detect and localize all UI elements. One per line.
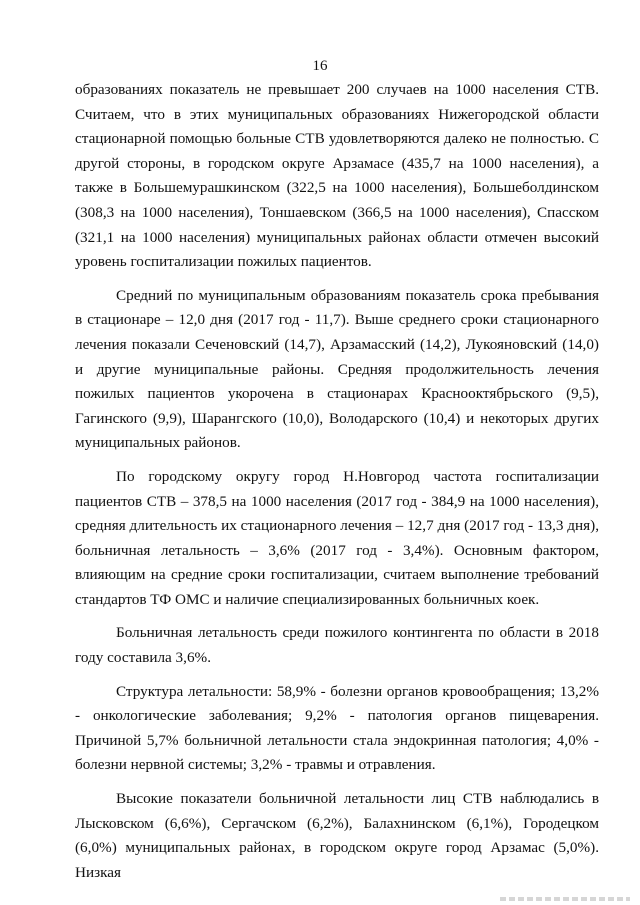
paragraph-nizhny-novgorod: По городскому округу город Н.Новгород частота госпитализации пациентов СТВ – 378,5 на 1000 населения (2017 год - 384,9 на 1000 населения), средняя длительность их стационарного лечения – 12,7 дня (2017 год - 13,3 дня), больничная летальность – 3,6% (2017 год - 3,4%). Основным фактором, влияющим на средние сроки госпитализации, считаем выполнение требований стандартов ТФ ОМС и наличие специализированных больничных коек. <box>75 467 599 608</box>
paragraph-mortality-structure: Структура летальности: 58,9% - болезни органов кровообращения; 13,2% - онкологические заболевания; 9,2% - патология органов пищеварения. Причиной 5,7% больничной летальности стала эндокринная патология; 4,0% - болезни нервной системы; 3,2% - травмы и отравления. <box>75 682 599 774</box>
scan-footer-mark <box>500 897 630 901</box>
paragraph-length-of-stay: Средний по муниципальным образованиям показатель срока пребывания в стационаре – 12,0 дня (2017 год - 11,7). Выше среднего сроки стационарного лечения показали Сеченовский (14,7), Арзамасский (14,2), Лукояновский (14,0) и другие муниципальные районы. Средняя продолжительность лечения пожилых пациентов укорочена в стационарах Краснооктябрьского (9,5), Гагинского (9,9), Шарангского (10,0), Володарского (10,4) и некоторых других муниципальных районов. <box>75 286 599 452</box>
page-number: 16 <box>312 58 328 74</box>
paragraph-mortality-total: Больничная летальность среди пожилого контингента по области в 2018 году составила 3,6%. <box>75 624 599 667</box>
document-body <box>75 78 599 894</box>
paragraph-hospitalization-continuation: образованиях показатель не превышает 200 случаев на 1000 населения СТВ. Считаем, что в этих муниципальных образованиях Нижегородской области стационарной помощью больные СТВ удовлетворяются далеко не полностью. С другой стороны, в городском округе Арзамасе (435,7 на 1000 населения), а также в Большемурашкинском (322,5 на 1000 населения), Большеболдинском (308,3 на 1000 населения), Тоншаевском (366,5 на 1000 населения), Спасском (321,1 на 1000 населения) муниципальных районах области отмечен высокий уровень госпитализации пожилых пациентов. <box>75 81 599 271</box>
paragraph-high-mortality-districts: Высокие показатели больничной летальности лиц СТВ наблюдались в Лысковском (6,6%), Сергачском (6,2%), Балахнинском (6,1%), Городецком (6,0%) муниципальных районах, в городском округе город Арзамас (5,0%). Низкая <box>75 790 599 881</box>
